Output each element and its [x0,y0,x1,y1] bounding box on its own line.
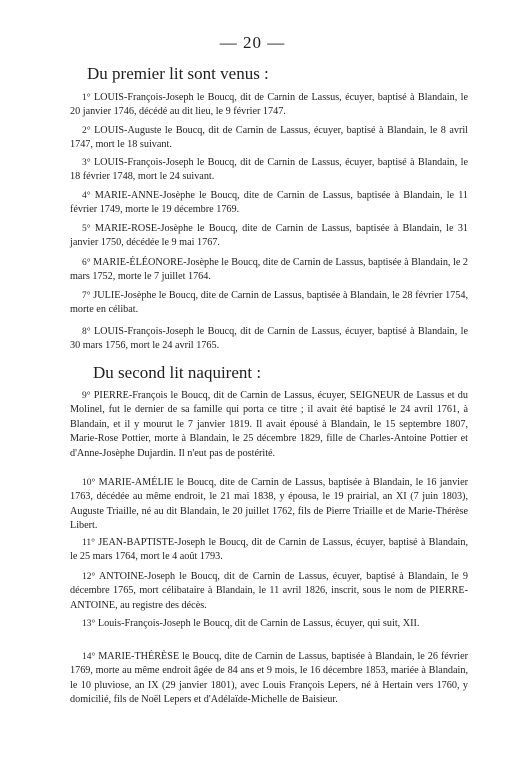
entry-text: LOUIS-François-Joseph le Boucq, dit de Carnin de Lassus, écuyer, baptisé à Blandain, le 18 février 1748, mort le 24 suivant. [70,157,468,183]
entry-number: 10° [82,478,96,488]
entry-number: 2° [82,126,91,136]
entry-text: LOUIS-François-Joseph le Boucq, dit de Carnin de Lassus, écuyer, baptisé à Blandain, le 30 mars 1756, mort le 24 avril 1765. [70,326,468,352]
entry-text: LOUIS-François-Joseph le Boucq, dit de Carnin de Lassus, écuyer, baptisé à Blandain, le 20 janvier 1746, décédé au dit lieu, le 9 février 1747. [70,92,468,118]
entry-12 [70,570,468,613]
entry-number: 12° [82,572,96,582]
entry-number: 7° [82,291,91,301]
entry-text: MARIE-THÉRÈSE le Boucq, dite de Carnin de Lassus, baptisée à Blandain, le 26 février 1769, morte au même endroit âgée de 84 ans et 9 mois, le 16 décembre 1853, mariée à Blandain, le 10 pluviose, an IX (29 janvier 1801), avec Louis François Lepers, né à Hertain vers 1760, y domicilié, fils de Noël Lepers et d'Adélaïde-Michelle de Baisieur. [70,651,468,706]
first-marriage-heading: Du premier lit sont venus : [87,64,269,83]
entry-text: LOUIS-Auguste le Boucq, dit de Carnin de Lassus, écuyer, baptisé à Blandain, le 8 avril 1747, mort le 18 suivant. [70,125,468,151]
entry-number: 11° [82,538,95,548]
entry-number: 4° [82,191,91,201]
entry-number: 5° [82,224,91,234]
entry-14 [70,650,468,708]
entry-3 [70,156,468,185]
entry-7 [70,289,468,318]
entry-9 [70,389,468,461]
entry-text: JEAN-BAPTISTE-Joseph le Boucq, dit de Carnin de Lassus, écuyer, baptisé à Blandain, le 25 mars 1764, mort le 4 août 1793. [70,537,469,563]
entry-6 [70,256,468,285]
second-marriage-heading: Du second lit naquirent : [93,363,262,382]
entry-number: 3° [82,158,91,168]
entry-text: MARIE-AMÉLIE le Boucq, dite de Carnin de Lassus, baptisée à Blandain, le 16 janvier 1763, décédée au même endroit, le 21 mai 1838, y épousa, le 19 prairial, an XI (7 juin 1803), Auguste Triaille, né au dit Blandain, le 20 juillet 1762, fils de Pierre Triaille et de Marie-Thérèse Libert. [70,477,468,532]
entry-11 [70,536,468,565]
entry-8 [70,325,468,354]
entry-text: MARIE-ROSE-Josèphe le Boucq, dite de Carnin de Lassus, baptisée à Blandain, le 31 janvier 1750, décédée le 9 mai 1767. [70,223,469,249]
entry-10 [70,476,468,534]
entry-text: ANTOINE-Joseph le Boucq, dit de Carnin de Lassus, écuyer, baptisé à Blandain, le 9 décembre 1765, mort célibataire à Blandain, le 11 avril 1826, inscrit, sous le nom de PIERRE-ANTOINE, au registre des décès. [70,571,468,611]
entry-13 [70,617,468,631]
entry-2 [70,124,468,153]
entry-number: 9° [82,391,91,401]
entry-5 [70,222,468,251]
entry-text: JULIE-Josèphe le Boucq, dite de Carnin de Lassus, baptisée à Blandain, le 28 février 1754, morte en célibat. [70,290,468,316]
entry-4 [70,189,468,218]
entry-text: PIERRE-François le Boucq, dit de Carnin de Lassus, écuyer, SEIGNEUR de Lassus et du Molinel, fut le dernier de sa famille qui porta ce titre ; il avait été baptisé le 24 avril 1761, à Blandain, et il y mourut le 7 janvier 1819. Il avait épousé à Blandain, le 15 septembre 1807, Marie-Rose Pottier, morte à Blandain, le 25 décembre 1829, fille de Charles-Antoine Pottier et d'Anne-Josèphe Dujardin. Il n'eut pas de postérité. [70,390,468,459]
entry-number: 1° [82,93,91,103]
entry-text: Louis-François-Joseph le Boucq, dit de Carnin de Lassus, écuyer, qui suit, XII. [97,618,420,629]
entry-number: 8° [82,327,91,337]
entry-number: 13° [82,619,96,629]
page-number: — 20 — [219,33,286,52]
entry-1 [70,91,468,120]
entry-text: MARIE-ÉLÉONORE-Josèphe le Boucq, dite de Carnin de Lassus, baptisée à Blandain, le 2 mars 1752, morte le 7 juillet 1764. [70,257,469,283]
entry-number: 6° [82,258,91,268]
entry-number: 14° [82,652,96,662]
entry-text: MARIE-ANNE-Josèphe le Boucq, dite de Carnin de Lassus, baptisée à Blandain, le 11 février 1749, morte le 19 décembre 1769. [70,190,469,216]
